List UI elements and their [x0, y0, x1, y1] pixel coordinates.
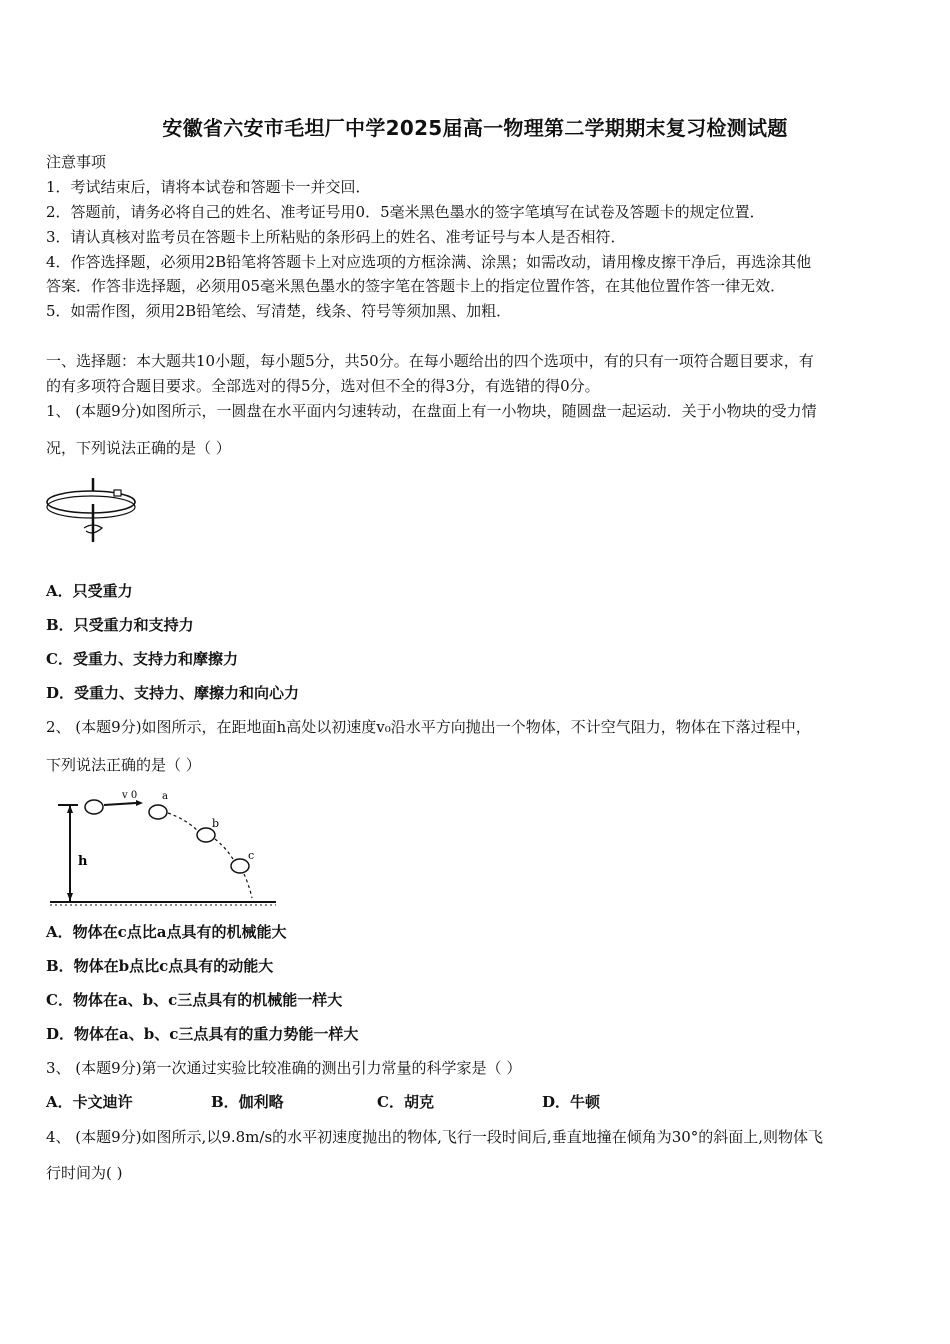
- question-1-stem: 况，下列说法正确的是（ ）: [46, 439, 231, 457]
- answer-option[interactable]: B．只受重力和支持力: [46, 616, 194, 634]
- point-c-label: c: [248, 849, 255, 862]
- page-title: 安徽省六安市毛坦厂中学2025届高一物理第二学期期末复习检测试题: [162, 116, 788, 140]
- notice-heading: 注意事项: [46, 153, 107, 171]
- rotating-disk-figure: [44, 470, 144, 548]
- section-instructions: 的有多项符合题目要求。全部选对的得5分，选对但不全的得3分，有选错的得0分。: [46, 377, 600, 395]
- answer-option[interactable]: D．受重力、支持力、摩擦力和向心力: [46, 684, 300, 702]
- answer-option[interactable]: D．物体在a、b、c三点具有的重力势能一样大: [46, 1025, 359, 1043]
- notice-item: 2．答题前，请务必将自己的姓名、准考证号用0．5毫米黑色墨水的签字笔填写在试卷及答题卡的规定位置．: [46, 203, 765, 221]
- answer-option[interactable]: C．胡克: [377, 1093, 434, 1111]
- answer-option[interactable]: A．只受重力: [46, 582, 133, 600]
- question-4-stem: 行时间为( ): [46, 1164, 123, 1182]
- question-2-stem: 下列说法正确的是（ ）: [46, 756, 201, 774]
- notice-item: 答案．作答非选择题，必须用05毫米黑色墨水的签字笔在答题卡上的指定位置作答，在其他位置作答一律无效．: [46, 277, 786, 295]
- question-3-stem: 3、 (本题9分)第一次通过实验比较准确的测出引力常量的科学家是（ ）: [46, 1059, 522, 1077]
- notice-item: 5．如需作图，须用2B铅笔绘、写清楚，线条、符号等须加黑、加粗．: [46, 302, 512, 320]
- projectile-figure: [40, 785, 280, 910]
- notice-item: 4．作答选择题，必须用2B铅笔将答题卡上对应选项的方框涂满、涂黑；如需改动，请用橡皮擦干净后，再选涂其他: [46, 253, 812, 271]
- notice-item: 1．考试结束后，请将本试卷和答题卡一并交回．: [46, 178, 371, 196]
- answer-option[interactable]: A．卡文迪许: [46, 1093, 133, 1111]
- answer-option[interactable]: B．物体在b点比c点具有的动能大: [46, 957, 274, 975]
- answer-option[interactable]: D．牛顿: [542, 1093, 601, 1111]
- question-4-stem: 4、 (本题9分)如图所示,以9.8m/s的水平初速度抛出的物体,飞行一段时间后,垂直地撞在倾角为30°的斜面上,则物体飞: [46, 1128, 824, 1146]
- notice-item: 3．请认真核对监考员在答题卡上所粘贴的条形码上的姓名、准考证号与本人是否相符．: [46, 228, 626, 246]
- point-a-label: a: [162, 791, 168, 802]
- answer-option[interactable]: C．物体在a、b、c三点具有的机械能一样大: [46, 991, 343, 1009]
- question-2-stem: 2、 (本题9分)如图所示，在距地面h高处以初速度v₀沿水平方向抛出一个物体，不计空气阻力，物体在下落过程中，: [46, 718, 811, 736]
- answer-option[interactable]: C．受重力、支持力和摩擦力: [46, 650, 238, 668]
- section-instructions: 一、选择题：本大题共10小题，每小题5分，共50分。在每小题给出的四个选项中，有的只有一项符合题目要求，有: [46, 352, 814, 370]
- question-1-stem: 1、 (本题9分)如图所示，一圆盘在水平面内匀速转动，在盘面上有一小物块，随圆盘一起运动．关于小物块的受力情: [46, 402, 817, 420]
- answer-option[interactable]: A．物体在c点比a点具有的机械能大: [46, 923, 287, 941]
- answer-option[interactable]: B．伽利略: [211, 1093, 284, 1111]
- point-b-label: b: [212, 817, 220, 830]
- height-label: h: [78, 854, 88, 869]
- velocity-label: v 0: [122, 790, 138, 801]
